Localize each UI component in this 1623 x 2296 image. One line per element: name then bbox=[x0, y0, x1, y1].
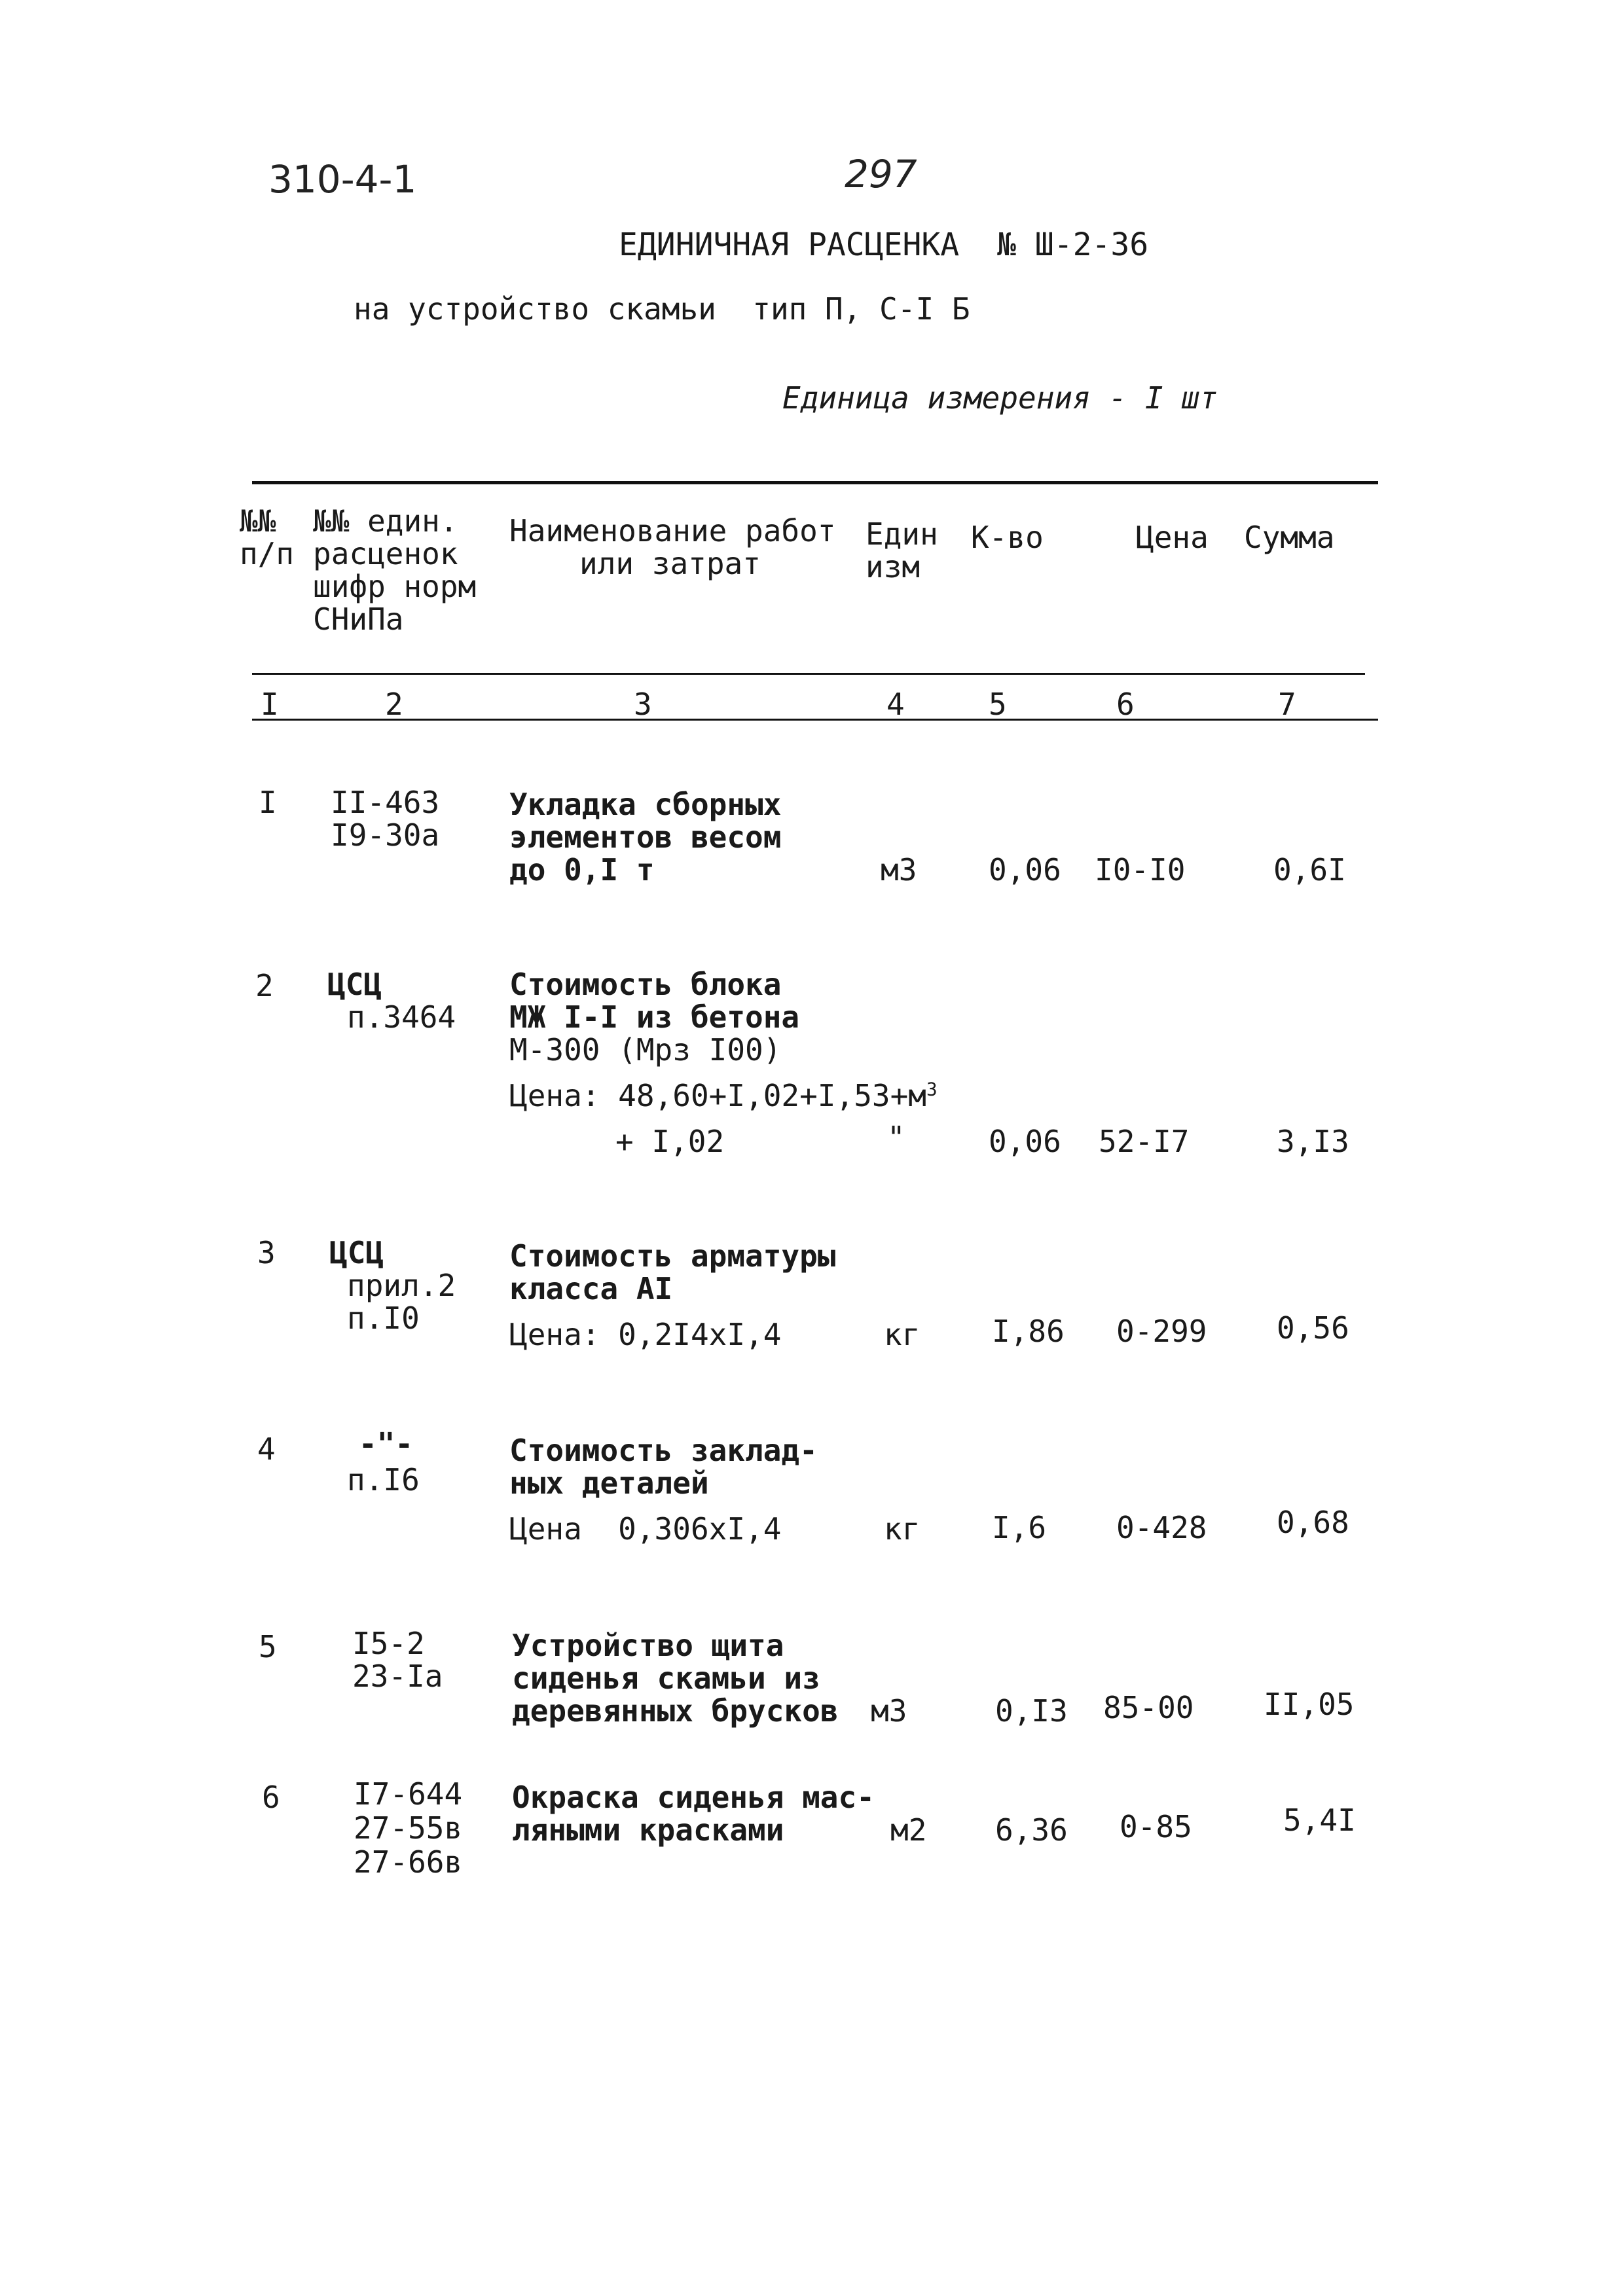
column-number-4: 4 bbox=[886, 687, 905, 722]
header-bottom-rule bbox=[252, 673, 1365, 675]
header-col4-line2: изм bbox=[866, 549, 921, 584]
row-name-line: Устройство щита bbox=[512, 1628, 784, 1663]
row-code-line: -"- bbox=[359, 1426, 414, 1462]
row-name-line: + I,02 bbox=[615, 1124, 725, 1159]
row-unit: кг bbox=[884, 1511, 921, 1547]
header-col2-line4: СНиПа bbox=[313, 601, 404, 637]
header-col3-line2: или затрат bbox=[579, 546, 761, 581]
row-code-line: п.I6 bbox=[347, 1462, 420, 1498]
row-name-line bbox=[509, 1079, 938, 1113]
row-code-line: ЦСЦ bbox=[329, 1235, 384, 1270]
document-code: 310-4-1 bbox=[268, 157, 417, 202]
row-name-line: деревянных брусков bbox=[512, 1693, 839, 1729]
header-col3-line1: Наименование работ bbox=[509, 513, 836, 548]
row-name-line: Цена: 0,2I4xI,4 bbox=[509, 1317, 782, 1352]
row-number: 3 bbox=[257, 1235, 276, 1270]
header-col1-line1: №№ bbox=[240, 503, 276, 539]
column-number-2: 2 bbox=[385, 687, 403, 722]
row-price: 52-I7 bbox=[1099, 1124, 1190, 1159]
row-price: 0-428 bbox=[1116, 1510, 1207, 1545]
row-unit: м3 bbox=[871, 1693, 907, 1729]
unit-of-measure-note: Единица измерения - I шт bbox=[782, 380, 1218, 416]
header-col6: Цена bbox=[1136, 520, 1209, 555]
row-code-line: 23-Ia bbox=[352, 1659, 443, 1694]
row-sum: 0,56 bbox=[1277, 1310, 1349, 1346]
row-name-line: сиденья скамьи из bbox=[512, 1660, 820, 1696]
row-name-line: Укладка сборных bbox=[509, 787, 782, 822]
row-price: 0-299 bbox=[1116, 1314, 1207, 1349]
row-name-line: Окраска сиденья мас- bbox=[512, 1780, 875, 1815]
column-number-6: 6 bbox=[1116, 687, 1135, 722]
row-name-line: ляными красками bbox=[512, 1812, 784, 1848]
header-col2-line3: шифр норм bbox=[313, 569, 477, 604]
row-name-line: ных деталей bbox=[509, 1465, 709, 1501]
page-number: 297 bbox=[845, 152, 917, 196]
row-name-line: Стоимость блока bbox=[509, 967, 782, 1002]
document-subtitle: на устройство скамьи тип П, С-I Б bbox=[354, 291, 970, 327]
row-code-line: прил.2 bbox=[347, 1268, 456, 1303]
row-name-line: класса АI bbox=[509, 1271, 673, 1306]
row-unit: " bbox=[887, 1120, 905, 1155]
row-name-line: Стоимость арматуры bbox=[509, 1238, 836, 1274]
row-quantity: 0,06 bbox=[989, 852, 1061, 888]
header-col7: Сумма bbox=[1244, 520, 1335, 555]
row-sum: II,05 bbox=[1264, 1687, 1355, 1722]
row-number: I bbox=[259, 785, 277, 820]
row-sum: 0,68 bbox=[1277, 1505, 1349, 1540]
column-number-5: 5 bbox=[989, 687, 1007, 722]
column-number-3: 3 bbox=[634, 687, 652, 722]
row-sum: 0,6I bbox=[1273, 852, 1346, 888]
table-top-rule bbox=[252, 481, 1378, 484]
row-code-line: I9-30a bbox=[331, 817, 440, 853]
row-name-line: до 0,I т bbox=[509, 852, 655, 888]
row-name-line: МЖ I-I из бетона bbox=[509, 999, 800, 1035]
column-number-7: 7 bbox=[1278, 687, 1296, 722]
row-unit: м3 bbox=[881, 852, 917, 888]
row-code-line: I5-2 bbox=[352, 1626, 425, 1661]
row-number: 2 bbox=[255, 968, 274, 1003]
row-code-line: 27-66в bbox=[354, 1844, 463, 1880]
row-number: 4 bbox=[257, 1431, 276, 1467]
row-price: 85-00 bbox=[1103, 1690, 1194, 1725]
row-quantity: I,6 bbox=[992, 1510, 1047, 1545]
row-quantity: 0,I3 bbox=[995, 1693, 1068, 1729]
row-unit: кг bbox=[884, 1317, 921, 1352]
row-name-line: М-300 (Мрз I00) bbox=[509, 1032, 782, 1067]
row-number: 6 bbox=[262, 1780, 280, 1815]
document-title: ЕДИНИЧНАЯ РАСЦЕНКА № Ш-2-36 bbox=[619, 226, 1149, 263]
row-quantity: I,86 bbox=[992, 1314, 1065, 1349]
row-number: 5 bbox=[259, 1629, 277, 1664]
row-sum: 5,4I bbox=[1283, 1803, 1356, 1838]
header-col1-line2: п/п bbox=[240, 536, 295, 571]
row-name-line: Цена 0,306xI,4 bbox=[509, 1511, 782, 1547]
row-name-text: Цена: 48,60+I,02+I,53+м bbox=[509, 1078, 926, 1113]
header-col2-line2: расценок bbox=[313, 536, 458, 571]
row-price: 0-85 bbox=[1120, 1809, 1192, 1844]
row-code-line: ЦСЦ bbox=[327, 967, 382, 1002]
column-number-1: I bbox=[261, 687, 279, 722]
row-code-line: I7-644 bbox=[354, 1776, 463, 1812]
row-unit: м2 bbox=[890, 1812, 927, 1848]
row-quantity: 6,36 bbox=[995, 1812, 1068, 1848]
row-code-line: 27-55в bbox=[354, 1810, 463, 1846]
header-col2-line1: №№ един. bbox=[313, 503, 458, 539]
header-col5: К-во bbox=[971, 520, 1044, 555]
row-name-line: Стоимость заклад- bbox=[509, 1433, 818, 1468]
row-code-line: II-463 bbox=[331, 785, 440, 820]
row-name-line: элементов весом bbox=[509, 819, 782, 855]
row-sum: 3,I3 bbox=[1277, 1124, 1349, 1159]
row-code-line: п.3464 bbox=[347, 999, 456, 1035]
row-code-line: п.I0 bbox=[347, 1300, 420, 1336]
row-name-superscript: 3 bbox=[926, 1078, 938, 1100]
row-price: I0-I0 bbox=[1095, 852, 1186, 888]
header-col4-line1: Един bbox=[866, 516, 938, 552]
row-quantity: 0,06 bbox=[989, 1124, 1061, 1159]
column-numbers-rule bbox=[252, 719, 1378, 721]
